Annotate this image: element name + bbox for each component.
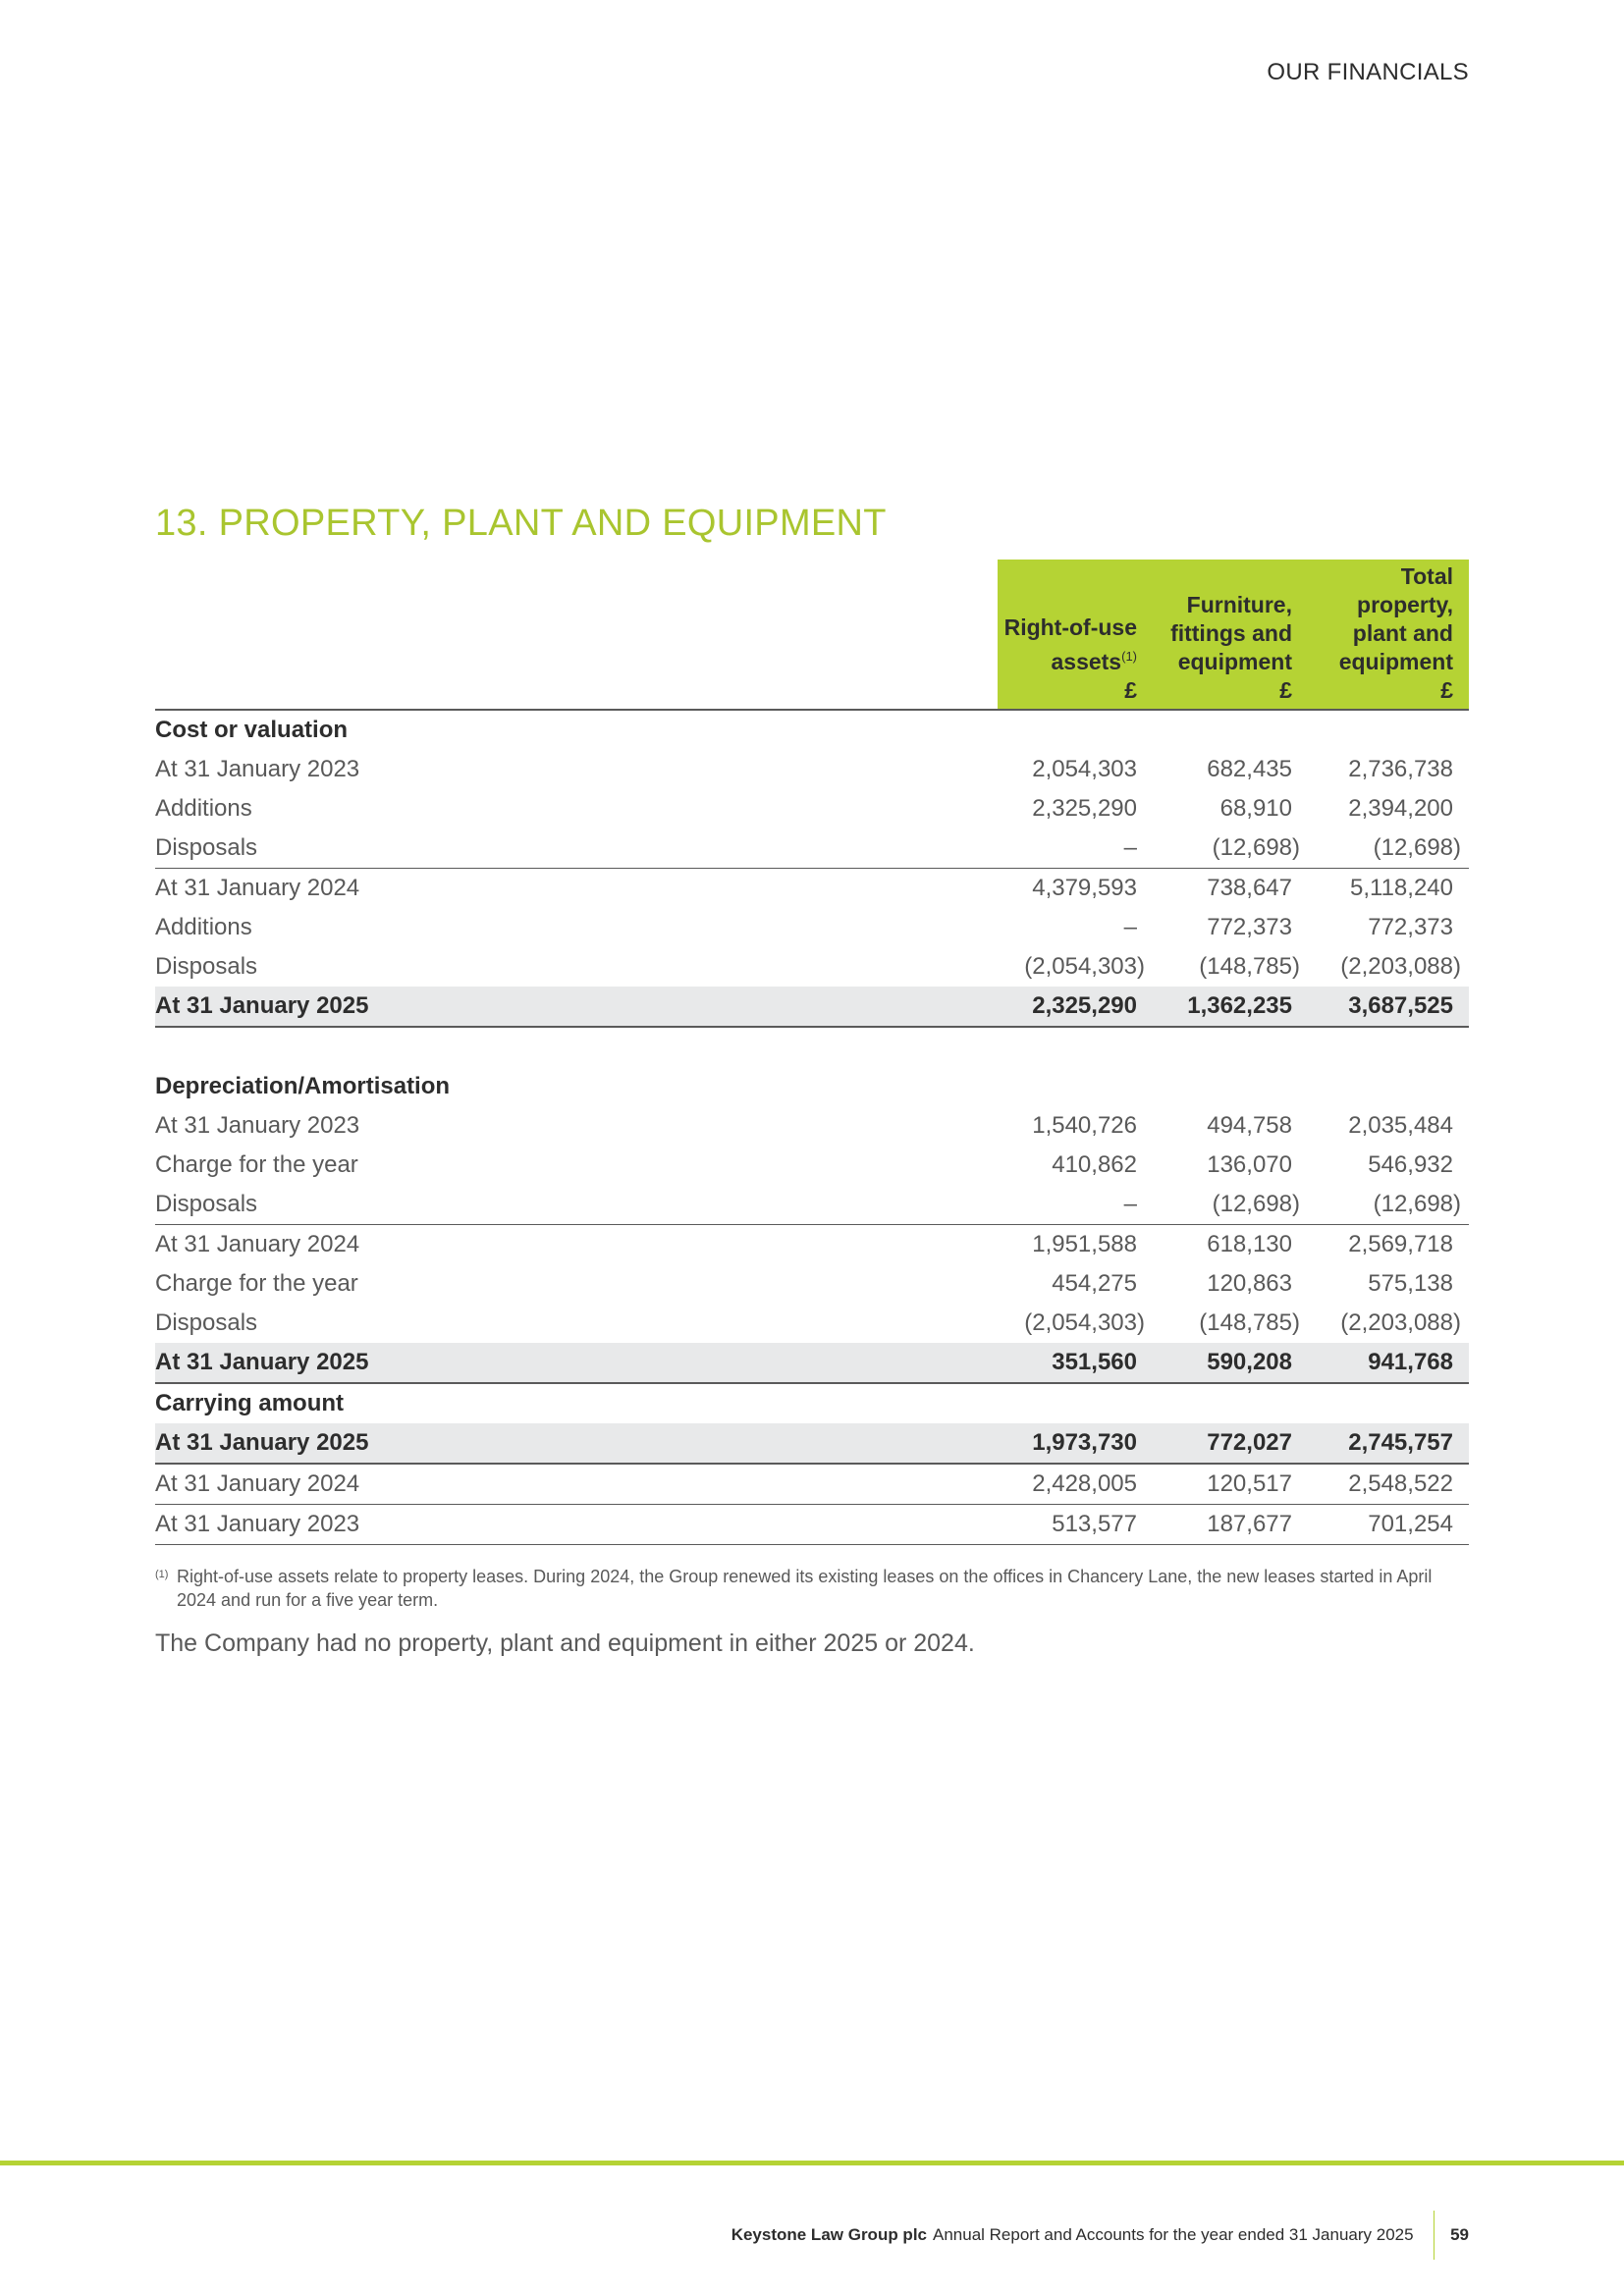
col-header-line: assets$^{(1)}$ [1051,649,1137,674]
col-header-line: property, [1357,592,1453,617]
cell-value: (2,203,088) [1340,953,1461,980]
row-label: At 31 January 2025 [155,992,369,1019]
ppe-table [155,560,1469,1658]
cell-value: 187,677 [1207,1511,1292,1537]
table-row [155,1304,1469,1343]
cell-value: (2,203,088) [1340,1309,1461,1336]
section-heading-row [155,711,1469,750]
col-header-total [1308,560,1469,709]
cell-value: 772,373 [1207,914,1292,940]
cell-value: 5,118,240 [1350,875,1453,901]
table-row [155,1185,1469,1224]
total-row [155,987,1469,1028]
row-label: At 31 January 2023 [155,1112,360,1139]
cell-value: 4,379,593 [1032,875,1137,901]
cell-value: 2,325,290 [1032,992,1137,1019]
table-row [155,947,1469,987]
col-header-unit: £ [1440,677,1453,703]
row-label: At 31 January 2023 [155,756,360,782]
col-header-right-of-use [998,560,1153,709]
cell-value: 1,540,726 [1032,1112,1137,1139]
col-header-line: Right-of-use [1003,614,1137,640]
footer-report: Annual Report and Accounts for the year ended 31 January 2025 [933,2225,1414,2244]
page-title: 13. PROPERTY, PLANT AND EQUIPMENT [155,503,887,544]
cell-value: 136,070 [1207,1151,1292,1178]
col-header-line: plant and [1352,620,1453,646]
cell-value: 2,428,005 [1032,1470,1137,1497]
col-header-line: Furniture, [1186,592,1292,617]
row-label: Carrying amount [155,1390,345,1416]
row-spacer [155,1028,1469,1067]
row-label: Disposals [155,1309,258,1336]
footnote-ref: (1) [1121,649,1137,664]
table-body [155,711,1469,1545]
row-label: At 31 January 2024 [155,1470,360,1497]
table-row [155,1505,1469,1545]
total-row [155,1343,1469,1384]
cell-value: 738,647 [1207,875,1292,901]
row-label: At 31 January 2024 [155,875,360,901]
row-label: Cost or valuation [155,717,349,743]
cell-value: 351,560 [1052,1349,1137,1375]
row-label: At 31 January 2025 [155,1429,369,1456]
cell-value: 494,758 [1207,1112,1292,1139]
cell-value: 546,932 [1368,1151,1453,1178]
col-header-unit: £ [1279,677,1292,703]
row-label: Disposals [155,953,258,980]
total-row [155,1423,1469,1465]
cell-value: 1,973,730 [1032,1429,1137,1456]
cell-value: 772,027 [1207,1429,1292,1456]
section-label: OUR FINANCIALS [1267,59,1469,85]
col-header-unit: £ [1124,677,1137,703]
table-row [155,750,1469,789]
row-label: Charge for the year [155,1151,358,1178]
cell-value: 68,910 [1219,795,1292,822]
section-heading-row [155,1384,1469,1423]
col-header-line: equipment [1338,649,1453,674]
cell-value: 1,951,588 [1032,1231,1137,1257]
table-row [155,868,1469,908]
table-row [155,1465,1469,1505]
row-label: At 31 January 2023 [155,1511,360,1537]
cell-value: 1,362,235 [1187,992,1292,1019]
cell-value: (12,698) [1212,1191,1300,1217]
cell-value: 120,517 [1207,1470,1292,1497]
cell-value: (12,698) [1212,834,1300,861]
row-label: Additions [155,795,252,822]
cell-value: – [1123,914,1137,940]
page-number: 59 [1450,2225,1469,2244]
footer-divider [0,2161,1624,2165]
cell-value: 513,577 [1052,1511,1137,1537]
cell-value: 410,862 [1052,1151,1137,1178]
footnote-marker: (1) [155,1569,169,1580]
header-blank [155,560,998,709]
cell-value: 2,394,200 [1348,795,1453,822]
col-header-line: equipment [1177,649,1292,674]
table-row [155,1264,1469,1304]
cell-value: 2,548,522 [1348,1470,1453,1497]
cell-value: – [1123,834,1137,861]
cell-value: (12,698) [1373,1191,1461,1217]
cell-value: 618,130 [1207,1231,1292,1257]
table-row [155,1146,1469,1185]
company-note: The Company had no property, plant and equipment in either 2025 or 2024. [155,1629,975,1657]
cell-value: (12,698) [1373,834,1461,861]
cell-value: 682,435 [1207,756,1292,782]
col-header-line: Total [1400,563,1453,589]
cell-value: 2,035,484 [1348,1112,1453,1139]
footer-company: Keystone Law Group plc [731,2225,927,2244]
cell-value: 575,138 [1368,1270,1453,1297]
cell-value: 2,054,303 [1032,756,1137,782]
row-label: Charge for the year [155,1270,358,1297]
row-label: At 31 January 2024 [155,1231,360,1257]
cell-value: – [1123,1191,1137,1217]
cell-value: 120,863 [1207,1270,1292,1297]
table-row [155,1106,1469,1146]
col-header-line: fittings and [1170,620,1292,646]
row-label: Disposals [155,834,258,861]
row-label: Depreciation/Amortisation [155,1073,451,1099]
cell-value: 941,768 [1368,1349,1453,1375]
table-row [155,789,1469,828]
cell-value: 2,736,738 [1348,756,1453,782]
col-header-furniture [1153,560,1308,709]
cell-value: 772,373 [1368,914,1453,940]
row-label: At 31 January 2025 [155,1349,369,1375]
row-label: Additions [155,914,252,940]
cell-value: 3,687,525 [1348,992,1453,1019]
footnote [155,1565,1469,1612]
table-row [155,1224,1469,1264]
table-row [155,828,1469,868]
footer-separator [1434,2211,1435,2260]
table-row [155,908,1469,947]
cell-value: (2,054,303) [1024,953,1145,980]
cell-value: 701,254 [1368,1511,1453,1537]
footnote-text: Right-of-use assets relate to property leases. During 2024, the Group renewed its existing leases on the offices in Chancery Lane, the new leases started in April 2024 and run for a five year term. [177,1567,1433,1610]
cell-value: 454,275 [1052,1270,1137,1297]
cell-value: 2,325,290 [1032,795,1137,822]
cell-value: 2,745,757 [1348,1429,1453,1456]
page-footer [731,2211,1469,2260]
row-label: Disposals [155,1191,258,1217]
cell-value: (2,054,303) [1024,1309,1145,1336]
cell-value: 2,569,718 [1348,1231,1453,1257]
cell-value: (148,785) [1199,953,1300,980]
table-header [155,560,1469,711]
section-heading-row [155,1067,1469,1106]
cell-value: 590,208 [1207,1349,1292,1375]
cell-value: (148,785) [1199,1309,1300,1336]
